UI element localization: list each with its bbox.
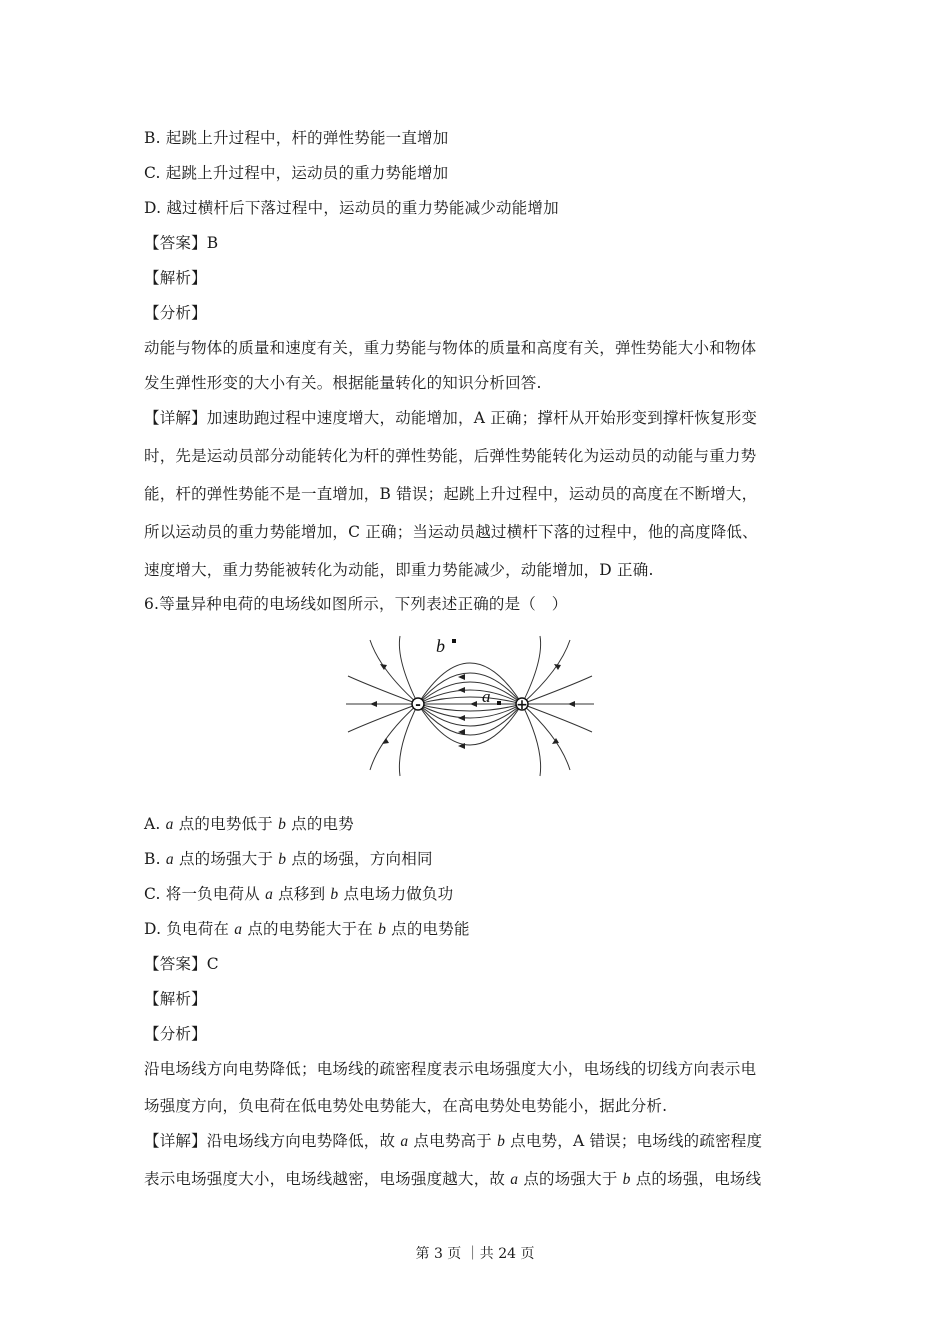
- point-a-marker: [497, 701, 501, 705]
- q5-option-b: B. 起跳上升过程中，杆的弹性势能一直增加: [144, 129, 449, 147]
- field-line: [399, 704, 418, 776]
- q5-jiexi-heading: 【解析】: [144, 269, 207, 287]
- q6-detail-line: 表示电场强度大小，电场线越密，电场强度越大，故 a 点的场强大于 b 点的场强，电场线: [144, 1170, 762, 1188]
- field-line: [418, 704, 522, 735]
- q5-analysis-line: 发生弹性形变的大小有关。根据能量转化的知识分析回答.: [144, 374, 542, 392]
- field-line: [522, 704, 541, 776]
- point-b-label: b: [436, 636, 445, 656]
- q6-option-a: A. a 点的电势低于 b 点的电势: [144, 815, 354, 833]
- q5-detail-line: 【详解】加速助跑过程中速度增大，动能增加，A 正确；撑杆从开始形变到撑杆恢复形变: [144, 409, 758, 427]
- field-arrow: [458, 674, 465, 680]
- field-line: [399, 636, 418, 704]
- q5-detail-line: 速度增大，重力势能被转化为动能，即重力势能减少，动能增加，D 正确.: [144, 561, 654, 579]
- q5-detail-line: 所以运动员的重力势能增加，C 正确；当运动员越过横杆下落的过程中，他的高度降低、: [144, 523, 758, 541]
- electric-field-lines-figure: [340, 630, 600, 780]
- q6-analysis-line: 沿电场线方向电势降低；电场线的疏密程度表示电场强度大小，电场线的切线方向表示电: [144, 1060, 757, 1078]
- q5-detail-line: 时，先是运动员部分动能转化为杆的弹性势能，后弹性势能转化为运动员的动能与重力势: [144, 447, 757, 465]
- point-b-marker: [452, 639, 456, 643]
- field-arrow: [382, 738, 389, 744]
- field-arrow: [552, 738, 559, 744]
- field-arrow: [568, 701, 575, 707]
- q5-answer: 【答案】B: [144, 234, 219, 252]
- q5-analysis-line: 动能与物体的质量和速度有关，重力势能与物体的质量和高度有关，弹性势能大小和物体: [144, 339, 757, 357]
- field-arrow: [458, 687, 465, 693]
- field-line: [418, 673, 522, 704]
- q5-option-d: D. 越过横杆后下落过程中，运动员的重力势能减少动能增加: [144, 199, 559, 217]
- q5-fenxi-heading: 【分析】: [144, 304, 207, 322]
- field-line: [522, 704, 570, 770]
- field-line: [522, 636, 541, 704]
- q6-option-b: B. a 点的场强大于 b 点的场强，方向相同: [144, 850, 433, 868]
- field-arrow: [554, 664, 561, 670]
- point-a-label: a: [482, 687, 491, 706]
- positive-charge-sign: +: [516, 697, 528, 713]
- field-line: [418, 704, 522, 745]
- q6-answer: 【答案】C: [144, 955, 219, 973]
- field-line: [418, 704, 522, 711]
- q6-detail-line: 【详解】沿电场线方向电势降低，故 a 点电势高于 b 点电势，A 错误；电场线的疏密程度: [144, 1132, 763, 1150]
- q6-option-d: D. 负电荷在 a 点的电势能大于在 b 点的电势能: [144, 920, 470, 938]
- field-arrow: [470, 701, 477, 707]
- field-arrow: [370, 701, 377, 707]
- field-arrow: [458, 715, 465, 721]
- q6-stem: 6.等量异种电荷的电场线如图所示，下列表述正确的是（ ）: [144, 595, 568, 613]
- q6-jiexi-heading: 【解析】: [144, 990, 207, 1008]
- field-line: [418, 697, 522, 704]
- q5-option-c: C. 起跳上升过程中，运动员的重力势能增加: [144, 164, 449, 182]
- page-footer: 第 3 页 ｜共 24 页: [415, 1246, 535, 1262]
- q6-option-c: C. 将一负电荷从 a 点移到 b 点电场力做负功: [144, 885, 454, 903]
- field-line: [370, 704, 418, 770]
- negative-charge-sign: -: [415, 697, 421, 713]
- q6-fenxi-heading: 【分析】: [144, 1025, 207, 1043]
- field-line: [418, 663, 522, 704]
- q5-detail-line: 能，杆的弹性势能不是一直增加，B 错误；起跳上升过程中，运动员的高度在不断增大，: [144, 485, 758, 503]
- q6-analysis-line: 场强度方向，负电荷在低电势处电势能大，在高电势处电势能小，据此分析.: [144, 1097, 668, 1115]
